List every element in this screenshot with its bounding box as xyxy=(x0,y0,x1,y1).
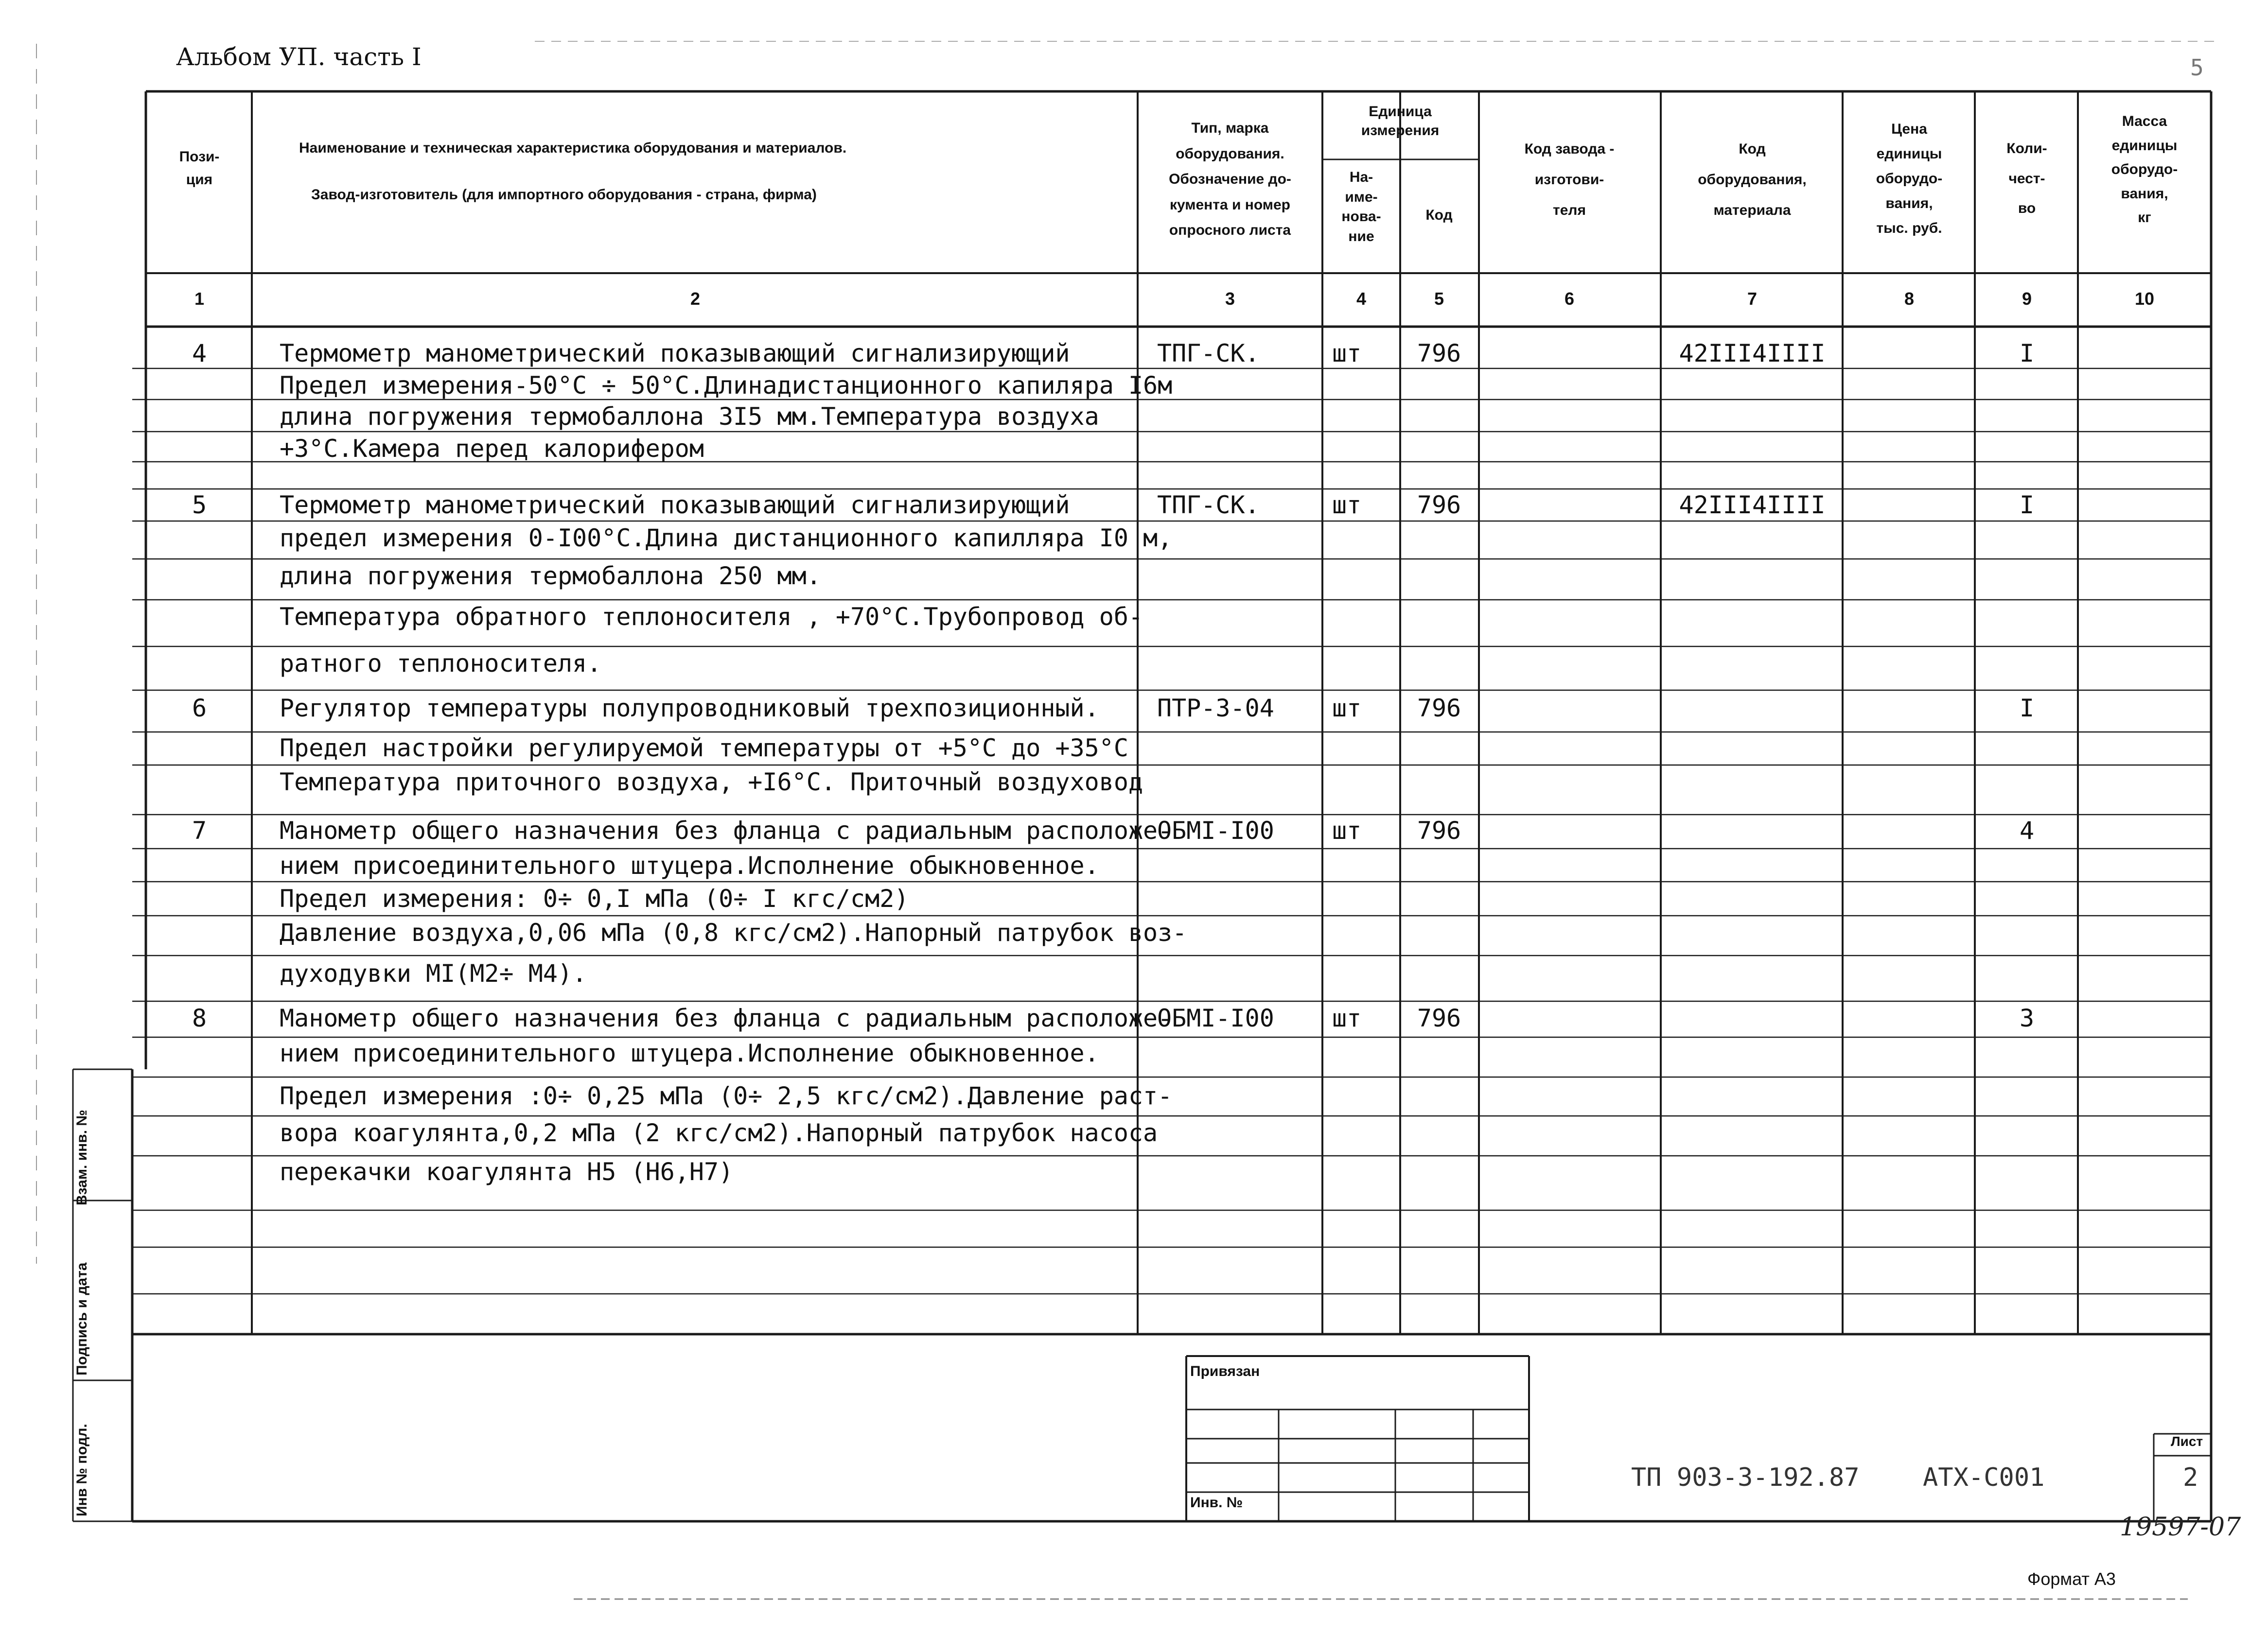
cell-quantity: I xyxy=(2019,491,2035,519)
cell-unit: шт xyxy=(1332,339,1362,367)
cell-position: 8 xyxy=(192,1004,207,1032)
col-number-1: 1 xyxy=(194,289,205,309)
cell-type: ОБМI-I00 xyxy=(1157,1004,1274,1032)
cell-unit-code: 796 xyxy=(1417,1004,1461,1032)
cell-type: ОБМI-I00 xyxy=(1157,817,1274,845)
cell-quantity: I xyxy=(2019,339,2035,367)
cell-description: вора коагулянта,0,2 мПа (2 кгс/см2).Напорный патрубок насоса xyxy=(280,1119,1158,1147)
col-header-mass: Масса единицы оборудо- вания, кг xyxy=(2111,113,2178,226)
cell-unit: шт xyxy=(1332,694,1362,722)
cell-description: Термометр манометрический показывающий сигнализирующий xyxy=(280,339,1070,367)
col-header-factory-code: Код завода - изготови- теля xyxy=(1524,141,1615,218)
side-stamp-inv-orig: Инв № подл. xyxy=(74,1424,90,1516)
cell-position: 4 xyxy=(192,339,207,367)
title-block-sheet-label: Лист xyxy=(2171,1434,2203,1449)
col-header-quantity: Коли- чест- во xyxy=(2006,140,2047,216)
cell-unit-code: 796 xyxy=(1417,817,1461,845)
cell-description: нием присоединительного штуцера.Исполнение обыкновенное. xyxy=(280,1039,1099,1067)
side-stamp-sign-date: Подпись и дата xyxy=(74,1262,90,1375)
cell-quantity: 3 xyxy=(2019,1004,2035,1032)
format-label: Формат А3 xyxy=(2027,1569,2116,1589)
cell-description: перекачки коагулянта Н5 (Н6,Н7) xyxy=(280,1158,734,1186)
cell-position: 5 xyxy=(192,491,207,519)
col-header-unit-name: На- име- нова- ние xyxy=(1341,169,1381,244)
cell-position: 6 xyxy=(192,694,207,722)
col-number-7: 7 xyxy=(1747,289,1758,309)
col-number-6: 6 xyxy=(1564,289,1575,309)
cell-unit: шт xyxy=(1332,1004,1362,1032)
cell-unit-code: 796 xyxy=(1417,339,1461,367)
side-stamp-inv-replace: Взам. инв. № xyxy=(74,1110,90,1205)
title-block-document: ТП 903-3-192.87 xyxy=(1631,1463,1860,1492)
cell-description: Предел измерения :0÷ 0,25 мПа (0÷ 2,5 кгс/см2).Давление раст- xyxy=(280,1082,1173,1110)
cell-description: длина погружения термобаллона 3I5 мм.Температура воздуха xyxy=(280,402,1099,431)
cell-type: ТПГ-СК. xyxy=(1157,491,1260,519)
cell-description: длина погружения термобаллона 250 мм. xyxy=(280,562,821,590)
cell-quantity: 4 xyxy=(2019,817,2035,845)
sheet-corner-number: 5 xyxy=(2190,54,2204,81)
col-header-unit-code: Код xyxy=(1425,207,1453,223)
col-header-position: Пози- ция xyxy=(179,149,220,188)
title-block-changes: Привязан xyxy=(1190,1363,1260,1379)
title-block-inv-no: Инв. № xyxy=(1190,1495,1243,1511)
cell-description: ратного теплоносителя. xyxy=(280,649,602,678)
title-block-sheet-number: 2 xyxy=(2183,1463,2198,1492)
cell-unit-code: 796 xyxy=(1417,694,1461,722)
col-number-4: 4 xyxy=(1356,289,1367,309)
col-header-name-line2: Завод-изготовитель (для импортного оборудования - страна, фирма) xyxy=(311,187,817,203)
col-number-9: 9 xyxy=(2022,289,2032,309)
cell-unit-code: 796 xyxy=(1417,491,1461,519)
col-header-price: Цена единицы оборудо- вания, тыс. руб. xyxy=(1876,121,1943,236)
col-number-3: 3 xyxy=(1225,289,1235,309)
cell-unit: шт xyxy=(1332,491,1362,519)
cell-description: Предел измерения-50°C ÷ 50°C.Длинадистанционного капиляра I6м xyxy=(280,371,1173,400)
cell-description: нием присоединительного штуцера.Исполнение обыкновенное. xyxy=(280,852,1099,880)
col-number-10: 10 xyxy=(2134,289,2155,309)
cell-description: предел измерения 0-I00°C.Длина дистанционного капилляра I0 м, xyxy=(280,524,1173,552)
col-number-5: 5 xyxy=(1434,289,1444,309)
cell-description: духодувки МI(М2÷ М4). xyxy=(280,959,587,988)
album-title: Альбом УП. часть I xyxy=(176,43,422,71)
cell-equipment-code: 42III4IIII xyxy=(1679,339,1826,367)
cell-description: Манометр общего назначения без фланца с радиальным расположе- xyxy=(280,817,1173,845)
cell-description: Предел настройки регулируемой температуры от +5°C до +35°C xyxy=(280,734,1128,762)
col-number-8: 8 xyxy=(1904,289,1915,309)
cell-description: Манометр общего назначения без фланца с радиальным расположе- xyxy=(280,1004,1173,1032)
cell-unit: шт xyxy=(1332,817,1362,845)
page-signature: 19597-07 xyxy=(2120,1513,2241,1542)
cell-description: Регулятор температуры полупроводниковый трехпозиционный. xyxy=(280,694,1099,722)
cell-quantity: I xyxy=(2019,694,2035,722)
cell-description: Температура приточного воздуха, +I6°C. Приточный воздуховод xyxy=(280,768,1143,796)
cell-description: Давление воздуха,0,06 мПа (0,8 кгс/см2).Напорный патрубок воз- xyxy=(280,919,1187,947)
cell-type: ПТР-3-04 xyxy=(1157,694,1274,722)
col-header-equipment-code: Код оборудования, материала xyxy=(1698,141,1807,218)
cell-description: Температура обратного теплоносителя , +70°C.Трубопровод об- xyxy=(280,603,1143,631)
cell-description: Термометр манометрический показывающий сигнализирующий xyxy=(280,491,1070,519)
title-block-sheet-code: АТХ-С001 xyxy=(1923,1463,2045,1492)
cell-description: Предел измерения: 0÷ 0,I мПа (0÷ I кгс/см2) xyxy=(280,885,909,913)
cell-position: 7 xyxy=(192,817,207,845)
cell-description: +3°C.Камера перед калорифером xyxy=(280,435,704,463)
cell-equipment-code: 42III4IIII xyxy=(1679,491,1826,519)
cell-type: ТПГ-СК. xyxy=(1157,339,1260,367)
col-header-unit-group: Единица измерения xyxy=(1361,104,1440,139)
col-number-2: 2 xyxy=(690,289,701,309)
col-header-type: Тип, марка оборудования. Обозначение до- кумента и номер опросного листа xyxy=(1169,120,1291,238)
col-header-name-line1: Наименование и техническая характеристика оборудования и материалов. xyxy=(299,140,847,156)
